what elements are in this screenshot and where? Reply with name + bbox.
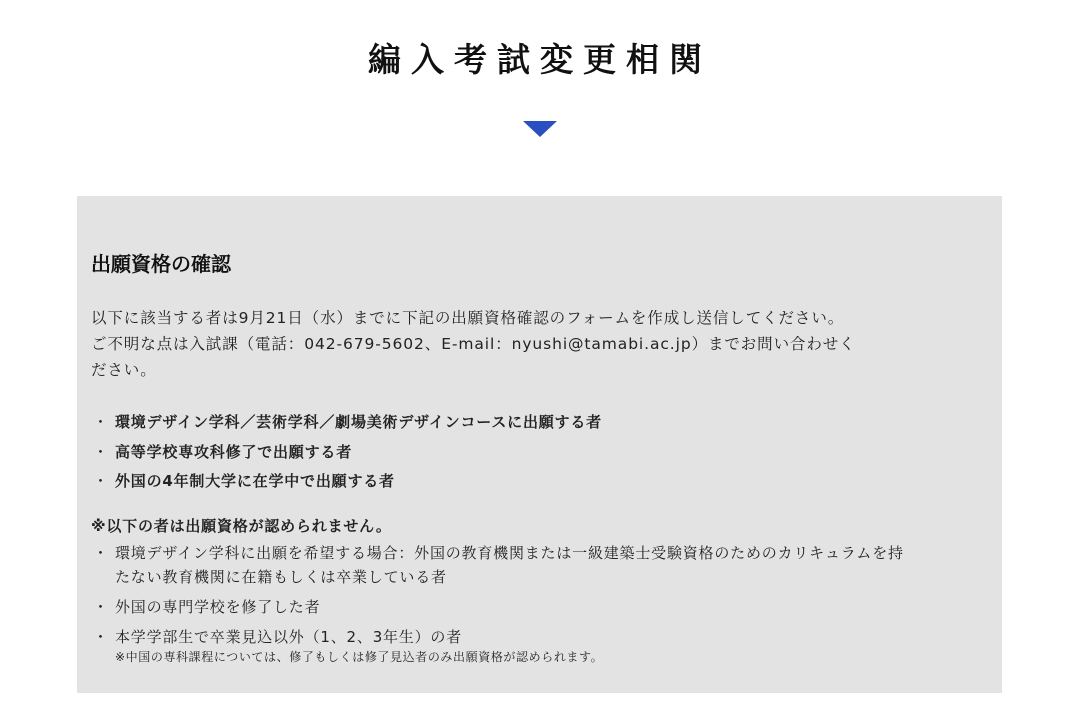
section-heading: 出願資格の確認 xyxy=(91,251,231,276)
list-item xyxy=(91,438,991,468)
footnote: ※中国の専科課程については、修了もしくは修了見込者のみ出願資格が認められます。 xyxy=(115,650,604,664)
list-item-text: 外国の専門学校を修了した者 xyxy=(115,598,321,616)
page-title: 編入考試変更相関 xyxy=(368,40,712,80)
list-item-text: 環境デザイン学科／芸術学科／劇場美術デザインコースに出願する者 xyxy=(115,413,602,431)
list-item xyxy=(91,408,991,438)
bullet: ・ xyxy=(93,472,109,490)
list-item-text: 本学学部生で卒業見込以外（1、2、3年生）の者 xyxy=(115,628,463,646)
intro-line: 以下に該当する者は9月21日（水）までに下記の出願資格確認のフォームを作成し送信してください。 xyxy=(91,309,845,327)
intro-text xyxy=(91,305,991,383)
eligible-list xyxy=(91,408,991,497)
list-item xyxy=(91,541,996,589)
ineligible-list xyxy=(91,541,996,673)
intro-line: ご不明な点は入試課（電話：042-679-5602、E-mail：nyushi@tamabi.ac.jp）までお問い合わせく xyxy=(91,335,856,353)
down-triangle-icon xyxy=(523,121,557,137)
list-item-text: たない教育機関に在籍もしくは卒業している者 xyxy=(115,568,447,586)
bullet: ・ xyxy=(93,413,109,431)
list-item xyxy=(91,595,996,619)
intro-line: ださい。 xyxy=(91,361,157,379)
bullet: ・ xyxy=(93,544,109,562)
bullet: ・ xyxy=(93,598,109,616)
list-item xyxy=(91,467,991,497)
bullet: ・ xyxy=(93,442,109,461)
list-item-text: 高等学校専攻科修了で出願する者 xyxy=(115,442,353,461)
notice-heading: ※以下の者は出願資格が認められません。 xyxy=(91,517,392,535)
list-item xyxy=(91,625,996,667)
list-item-text: 環境デザイン学科に出願を希望する場合：外国の教育機関または一級建築士受験資格のためのカリキュラムを持 xyxy=(115,544,904,562)
bullet: ・ xyxy=(93,628,109,646)
list-item-text: 外国の4年制大学に在学中で出願する者 xyxy=(115,472,395,490)
eligibility-panel xyxy=(77,196,1002,693)
